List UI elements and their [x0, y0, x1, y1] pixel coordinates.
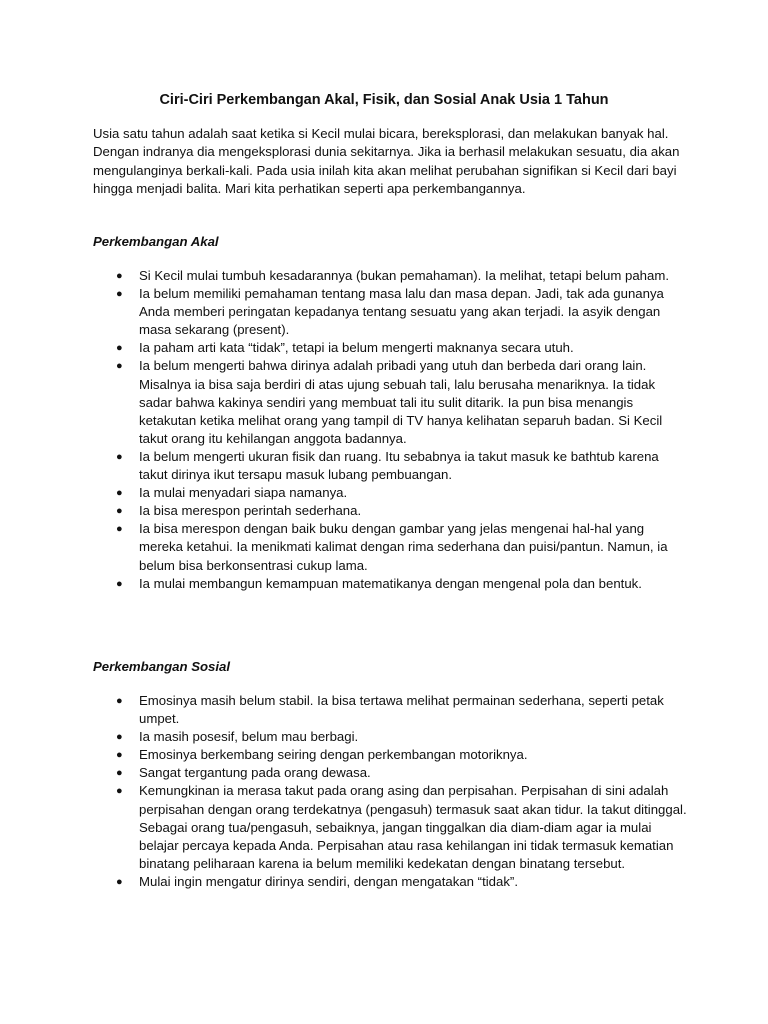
- bullet-icon: ●: [116, 342, 123, 355]
- list-item: [0, 575, 768, 593]
- list-item: [0, 448, 768, 484]
- list-item: [0, 692, 768, 728]
- list-item-text: Kemungkinan ia merasa takut pada orang asing dan perpisahan. Perpisahan di sini adalah perpisahan dengan orang terdekatnya (pengasuh) termasuk saat akan tidur. Ia takut ditinggal. Sebagai orang tua/pengasuh, sebaiknya, jangan tinggalkan dia diam-diam agar ia mulai belajar percaya kepada Anda. Perpisahan atau rasa kehilangan ini tidak termasuk kematian binatang peliharaan karena ia belum memiliki kedekatan dengan binatang tersebut.: [139, 783, 687, 871]
- page-title: Ciri-Ciri Perkembangan Akal, Fisik, dan Sosial Anak Usia 1 Tahun: [159, 92, 609, 108]
- list-item-text: Ia belum mengerti bahwa dirinya adalah pribadi yang utuh dan berbeda dari orang lain. Misalnya ia bisa saja berdiri di atas ujung sebuah tali, lalu berusaha menariknya. Ia tidak sadar bahwa kakinya sendiri yang membuat tali itu sulit ditarik. Ia pun bisa menangis ketakutan ketika melihat orang yang tampil di TV hanya kelihatan separuh badan. Si Kecil takut orang itu kehilangan anggota badannya.: [139, 358, 663, 446]
- intro-paragraph: Usia satu tahun adalah saat ketika si Kecil mulai bicara, bereksplorasi, dan melakukan banyak hal. Dengan indranya dia mengeksplorasi dunia sekitarnya. Jika ia berhasil melakukan sesuatu, dia akan mengulanginya berkali-kali. Pada usia inilah kita akan melihat perubahan signifikan si Kecil dari bayi hingga menjadi balita. Mari kita perhatikan seperti apa perkembangannya.: [93, 126, 680, 196]
- list-item-text: Ia mulai membangun kemampuan matematikanya dengan mengenal pola dan bentuk.: [139, 575, 642, 591]
- list-item: [0, 728, 768, 746]
- bullet-icon: ●: [116, 577, 123, 590]
- bullet-icon: ●: [116, 450, 123, 463]
- list-item: [0, 502, 768, 520]
- bullet-list-sosial: [0, 692, 768, 891]
- list-item: [0, 873, 768, 891]
- list-item-text: Ia paham arti kata “tidak”, tetapi ia belum mengerti maknanya secara utuh.: [139, 340, 574, 356]
- list-item-text: Si Kecil mulai tumbuh kesadarannya (bukan pemahaman). Ia melihat, tetapi belum paham.: [139, 268, 669, 283]
- list-item: [0, 357, 768, 447]
- bullet-icon: ●: [116, 749, 123, 762]
- bullet-icon: ●: [116, 785, 123, 798]
- list-item-text: Emosinya berkembang seiring dengan perkembangan motoriknya.: [139, 747, 528, 763]
- list-item-text: Emosinya masih belum stabil. Ia bisa tertawa melihat permainan sederhana, seperti petak umpet.: [139, 693, 664, 727]
- bullet-icon: ●: [116, 523, 123, 536]
- list-item: [0, 267, 768, 285]
- bullet-list-akal: [0, 267, 768, 593]
- section-heading-akal: Perkembangan Akal: [93, 234, 219, 249]
- bullet-icon: ●: [116, 505, 123, 518]
- list-item-text: Ia mulai menyadari siapa namanya.: [139, 485, 348, 501]
- bullet-icon: ●: [116, 270, 123, 282]
- list-item: [0, 520, 768, 574]
- list-item-text: Ia belum mengerti ukuran fisik dan ruang. Itu sebabnya ia takut masuk ke bathtub karena takut dirinya ikut tersapu masuk lubang pembuangan.: [139, 448, 659, 483]
- bullet-icon: ●: [116, 487, 123, 500]
- list-item-text: Ia bisa merespon dengan baik buku dengan gambar yang jelas mengenai hal-hal yang mereka ketahui. Ia menikmati kalimat dengan rima sederhana dan puisi/pantun. Namun, ia belum bisa berkonsentrasi cukup lama.: [139, 521, 668, 573]
- list-item: [0, 484, 768, 502]
- list-item: [0, 746, 768, 764]
- bullet-icon: ●: [116, 875, 123, 888]
- list-item: [0, 764, 768, 782]
- section-heading-sosial: Perkembangan Sosial: [93, 659, 231, 674]
- bullet-icon: ●: [116, 731, 123, 744]
- list-item: [0, 782, 768, 872]
- list-item-text: Mulai ingin mengatur dirinya sendiri, dengan mengatakan “tidak”.: [139, 873, 518, 889]
- bullet-icon: ●: [116, 288, 123, 301]
- bullet-icon: ●: [116, 767, 123, 780]
- list-item: [0, 285, 768, 339]
- list-item-text: Ia bisa merespon perintah sederhana.: [139, 503, 362, 519]
- bullet-icon: ●: [116, 360, 123, 373]
- list-item-text: Sangat tergantung pada orang dewasa.: [139, 765, 371, 781]
- list-item-text: Ia masih posesif, belum mau berbagi.: [139, 729, 359, 745]
- bullet-icon: ●: [116, 695, 123, 707]
- list-item: [0, 339, 768, 357]
- list-item-text: Ia belum memiliki pemahaman tentang masa lalu dan masa depan. Jadi, tak ada gunanya Anda memberi peringatan kepadanya tentang sesuatu yang akan terjadi. Ia asyik dengan masa sekarang (present).: [139, 286, 664, 338]
